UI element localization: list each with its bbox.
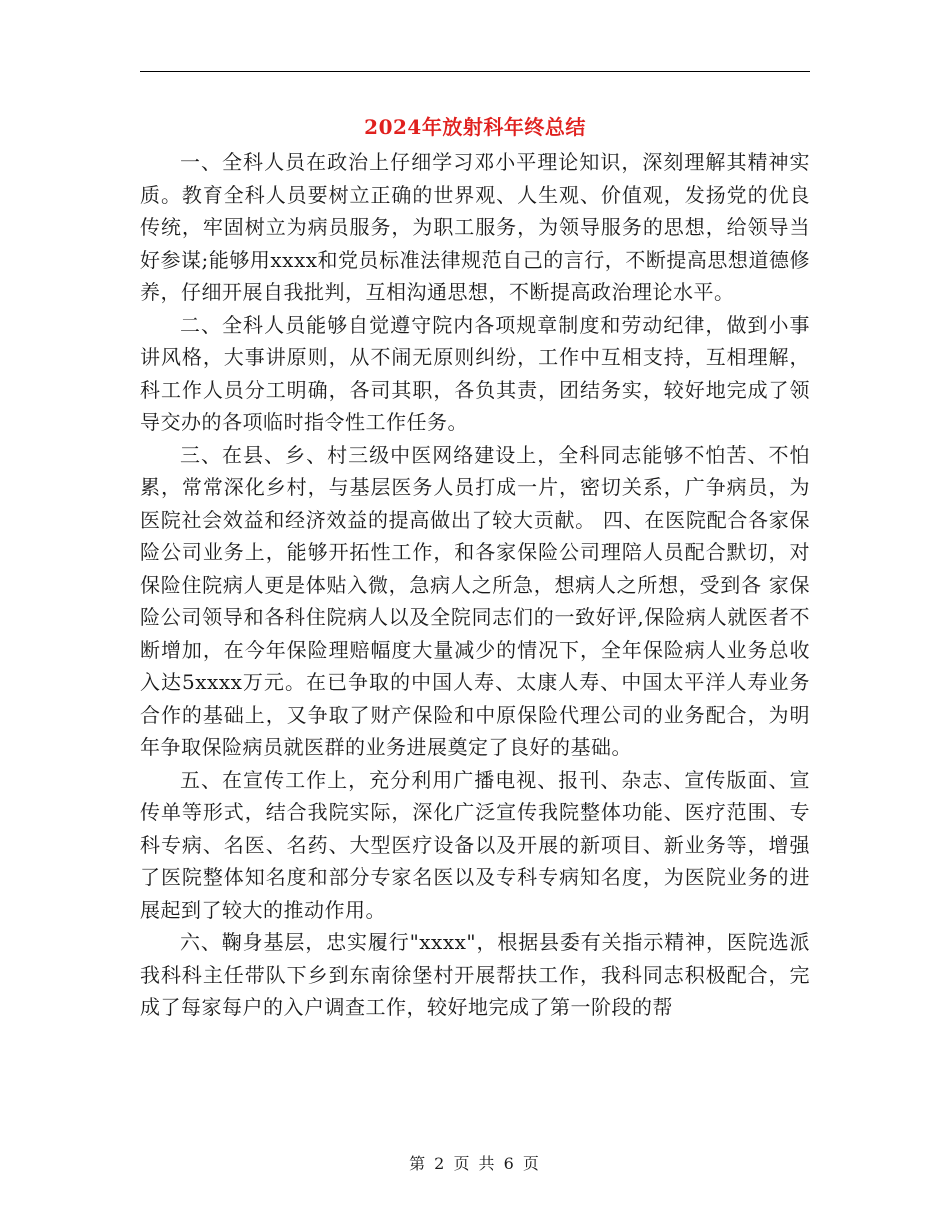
page-number: 第 2 页 共 6 页 [409, 1154, 541, 1173]
paragraph-4: 五、在宣传工作上，充分利用广播电视、报刊、杂志、宣传版面、宣传单等形式，结合我院实际，深化广泛宣传我院整体功能、医疗范围、专科专病、名医、名药、大型医疗设备以及开展的新项目、新业务等，增强了医院整体知名度和部分专家名医以及专科专病知名度，为医院业务的进展起到了较大的推动作用。 [140, 767, 810, 922]
paragraph-1: 一、全科人员在政治上仔细学习邓小平理论知识，深刻理解其精神实质。教育全科人员要树立正确的世界观、人生观、价值观，发扬党的优良传统，牢固树立为病员服务，为职工服务，为领导服务的思想，给领导当好参谋;能够用xxxx和党员标准法律规范自己的言行，不断提高思想道德修养，仔细开展自我批判，互相沟通思想，不断提高政治理论水平。 [140, 150, 810, 304]
paragraph-3: 三、在县、乡、村三级中医网络建设上，全科同志能够不怕苦、不怕累，常常深化乡村，与基层医务人员打成一片，密切关系，广争病员，为医院社会效益和经济效益的提高做出了较大贡献。 四、在医院配合各家保险公司业务上，能够开拓性工作，和各家保险公司理陪人员配合默切，对保险住院病人更是体贴入微，急病人之所急，想病人之所想，受到各 家保险公司领导和各科住院病人以及全院同志们的一致好评,保险病人就医者不断增加，在今年保险理赔幅度大量减少的情况下，全年保险病人业务总收入达5xxxx万元。在已争取的中国人寿、太康人寿、中国太平洋人寿业务合作的基础上，又争取了财产保险和中原保险代理公司的业务配合，为明年争取保险病员就医群的业务进展奠定了良好的基础。 [140, 442, 810, 759]
document-title: 2024年放射科年终总结 [364, 115, 586, 139]
header-rule [140, 71, 810, 72]
paragraph-5: 六、鞠身基层，忠实履行"xxxx"，根据县委有关指示精神，医院选派我科科主任带队下乡到东南徐堡村开展帮扶工作，我科同志积极配合，完成了每家每户的入户调查工作，较好地完成了第一阶段的帮 [140, 930, 810, 1019]
document-body [140, 146, 810, 1024]
paragraph-2: 二、全科人员能够自觉遵守院内各项规章制度和劳动纪律，做到小事讲风格，大事讲原则，从不闹无原则纠纷，工作中互相支持，互相理解，科工作人员分工明确，各司其职，各负其责，团结务实，较好地完成了领导交办的各项临时指令性工作任务。 [140, 312, 810, 434]
